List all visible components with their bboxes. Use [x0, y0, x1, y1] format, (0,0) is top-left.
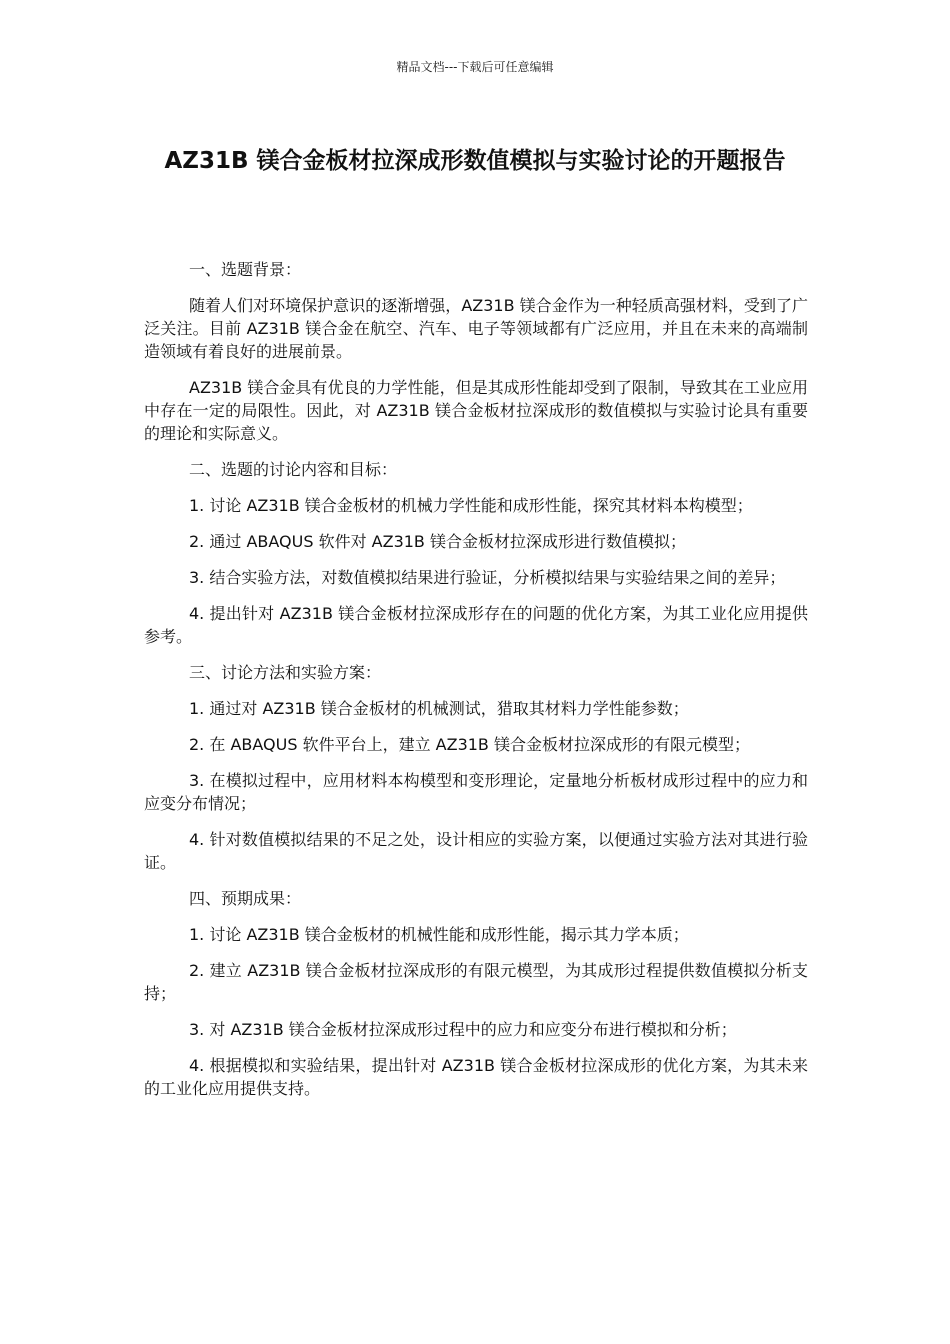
- list-item: 1. 讨论 AZ31B 镁合金板材的机械性能和成形性能，揭示其力学本质；: [189, 925, 689, 944]
- list-item: 2. 在 ABAQUS 软件平台上，建立 AZ31B 镁合金板材拉深成形的有限元模型；: [189, 735, 750, 754]
- list-item: 4. 提出针对 AZ31B 镁合金板材拉深成形存在的问题的优化方案，为其工业化应用提供参考。: [144, 604, 808, 646]
- section-heading-expected-results: 四、预期成果：: [189, 889, 302, 908]
- list-item: 3. 对 AZ31B 镁合金板材拉深成形过程中的应力和应变分布进行模拟和分析；: [189, 1020, 737, 1039]
- list-item: 4. 针对数值模拟结果的不足之处，设计相应的实验方案，以便通过实验方法对其进行验证。: [144, 830, 808, 872]
- document-title: AZ31B 镁合金板材拉深成形数值模拟与实验讨论的开题报告: [164, 148, 786, 174]
- list-item: 3. 在模拟过程中，应用材料本构模型和变形理论，定量地分析板材成形过程中的应力和应变分布情况；: [144, 771, 808, 813]
- section-heading-background: 一、选题背景：: [189, 260, 302, 279]
- paragraph: 随着人们对环境保护意识的逐渐增强，AZ31B 镁合金作为一种轻质高强材料，受到了广泛关注。目前 AZ31B 镁合金在航空、汽车、电子等领域都有广泛应用，并且在未来的高端制造领域有着良好的进展前景。: [144, 296, 808, 361]
- page-header-note: 精品文档---下载后可任意编辑: [396, 60, 554, 74]
- list-item: 3. 结合实验方法，对数值模拟结果进行验证，分析模拟结果与实验结果之间的差异；: [189, 568, 786, 587]
- list-item: 2. 通过 ABAQUS 软件对 AZ31B 镁合金板材拉深成形进行数值模拟；: [189, 532, 686, 551]
- section-heading-methods: 三、讨论方法和实验方案：: [189, 663, 382, 682]
- list-item: 1. 通过对 AZ31B 镁合金板材的机械测试，猎取其材料力学性能参数；: [189, 699, 689, 718]
- list-item: 4. 根据模拟和实验结果，提出针对 AZ31B 镁合金板材拉深成形的优化方案，为其未来的工业化应用提供支持。: [144, 1056, 808, 1098]
- paragraph: AZ31B 镁合金具有优良的力学性能，但是其成形性能却受到了限制，导致其在工业应用中存在一定的局限性。因此，对 AZ31B 镁合金板材拉深成形的数值模拟与实验讨论具有重要的理论和实际意义。: [144, 378, 808, 443]
- document-body: [144, 258, 808, 1113]
- list-item: 2. 建立 AZ31B 镁合金板材拉深成形的有限元模型，为其成形过程提供数值模拟分析支持；: [144, 961, 808, 1003]
- section-heading-content-goals: 二、选题的讨论内容和目标：: [189, 460, 398, 479]
- list-item: 1. 讨论 AZ31B 镁合金板材的机械力学性能和成形性能，探究其材料本构模型；: [189, 496, 753, 515]
